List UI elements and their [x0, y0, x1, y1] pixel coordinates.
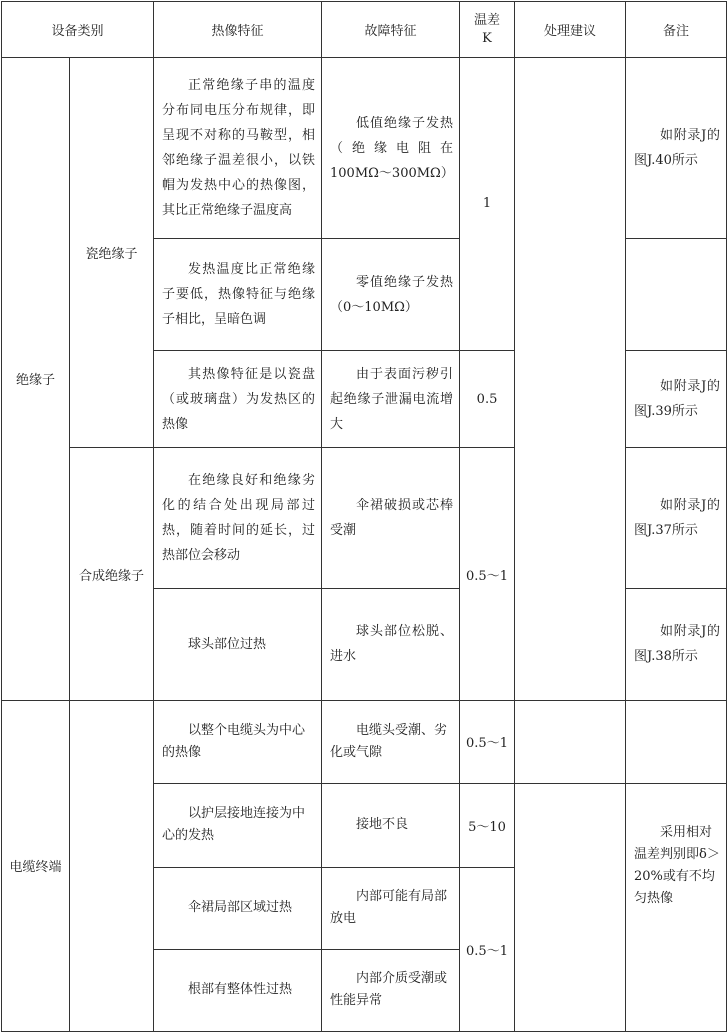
advice-cell: [515, 783, 626, 1031]
remark-cell: 采用相对温差判别即δ＞20%或有不均匀热像: [626, 783, 727, 1031]
thermal-feature-cell: 正常绝缘子串的温度分布同电压分布规律，即呈现不对称的马鞍型，相邻绝缘子温差很小，以铁帽为发热中心的热像图，其比正常绝缘子温度高: [154, 58, 322, 239]
fault-feature-cell: 接地不良: [322, 783, 460, 867]
thermal-feature-cell: 在绝缘良好和绝缘劣化的结合处出现局部过热，随着时间的延长，过热部位会移动: [154, 448, 322, 588]
remark-cell: [626, 239, 727, 351]
subcategory-composite-insulator: 合成绝缘子: [70, 448, 154, 700]
temp-diff-cell: 0.5～1: [460, 700, 515, 783]
remark-cell: [626, 700, 727, 783]
thermal-feature-cell: 球头部位过热: [154, 588, 322, 700]
fault-feature-cell: 球头部位松脱、进水: [322, 588, 460, 700]
header-row: [2, 2, 727, 58]
fault-feature-cell: 电缆头受潮、劣化或气隙: [322, 700, 460, 783]
fault-feature-cell: 伞裙破损或芯棒受潮: [322, 448, 460, 588]
remark-cell: 如附录J的图J.37所示: [626, 448, 727, 588]
fault-feature-cell: 内部可能有局部放电: [322, 867, 460, 949]
thermal-feature-cell: 以整个电缆头为中心的热像: [154, 700, 322, 783]
temp-diff-cell: 0.5: [460, 351, 515, 448]
temp-diff-cell: 1: [460, 58, 515, 351]
advice-cell: [515, 700, 626, 783]
fault-feature-cell: 低值绝缘子发热（绝缘电阻在100MΩ～300MΩ）: [322, 58, 460, 239]
temp-diff-cell: 0.5～1: [460, 448, 515, 700]
remark-cell: 如附录J的图J.40所示: [626, 58, 727, 239]
category-insulator: 绝缘子: [2, 58, 70, 701]
thermal-feature-cell: 以护层接地连接为中心的发热: [154, 783, 322, 867]
subcategory-empty-cell: [70, 700, 154, 1031]
remark-cell: 如附录J的图J.39所示: [626, 351, 727, 448]
thermal-feature-cell: 其热像特征是以瓷盘（或玻璃盘）为发热区的热像: [154, 351, 322, 448]
temp-diff-cell: 5～10: [460, 783, 515, 867]
header-advice: 处理建议: [515, 2, 626, 58]
fault-feature-cell: 零值绝缘子发热（0～10MΩ）: [322, 239, 460, 351]
header-fault-feature: 故障特征: [322, 2, 460, 58]
header-temp-unit: K: [482, 30, 492, 46]
subcategory-porcelain-insulator: 瓷绝缘子: [70, 58, 154, 448]
thermal-feature-cell: 发热温度比正常绝缘子要低，热像特征与绝缘子相比，呈暗色调: [154, 239, 322, 351]
diagnosis-table: [1, 1, 727, 1032]
table-row: [2, 58, 727, 239]
fault-feature-cell: 内部介质受潮或性能异常: [322, 949, 460, 1031]
header-device-category: 设备类别: [2, 2, 154, 58]
header-temp-diff: [460, 2, 515, 58]
header-temp-label: 温差: [474, 12, 501, 28]
header-thermal-feature: 热像特征: [154, 2, 322, 58]
thermal-feature-cell: 伞裙局部区域过热: [154, 867, 322, 949]
thermal-feature-cell: 根部有整体性过热: [154, 949, 322, 1031]
table-row: [2, 700, 727, 783]
temp-diff-cell: 0.5～1: [460, 867, 515, 1031]
remark-cell: 如附录J的图J.38所示: [626, 588, 727, 700]
advice-cell: [515, 58, 626, 701]
category-cable-termination: 电缆终端: [2, 700, 70, 1031]
header-remark: 备注: [626, 2, 727, 58]
fault-feature-cell: 由于表面污秽引起绝缘子泄漏电流增大: [322, 351, 460, 448]
